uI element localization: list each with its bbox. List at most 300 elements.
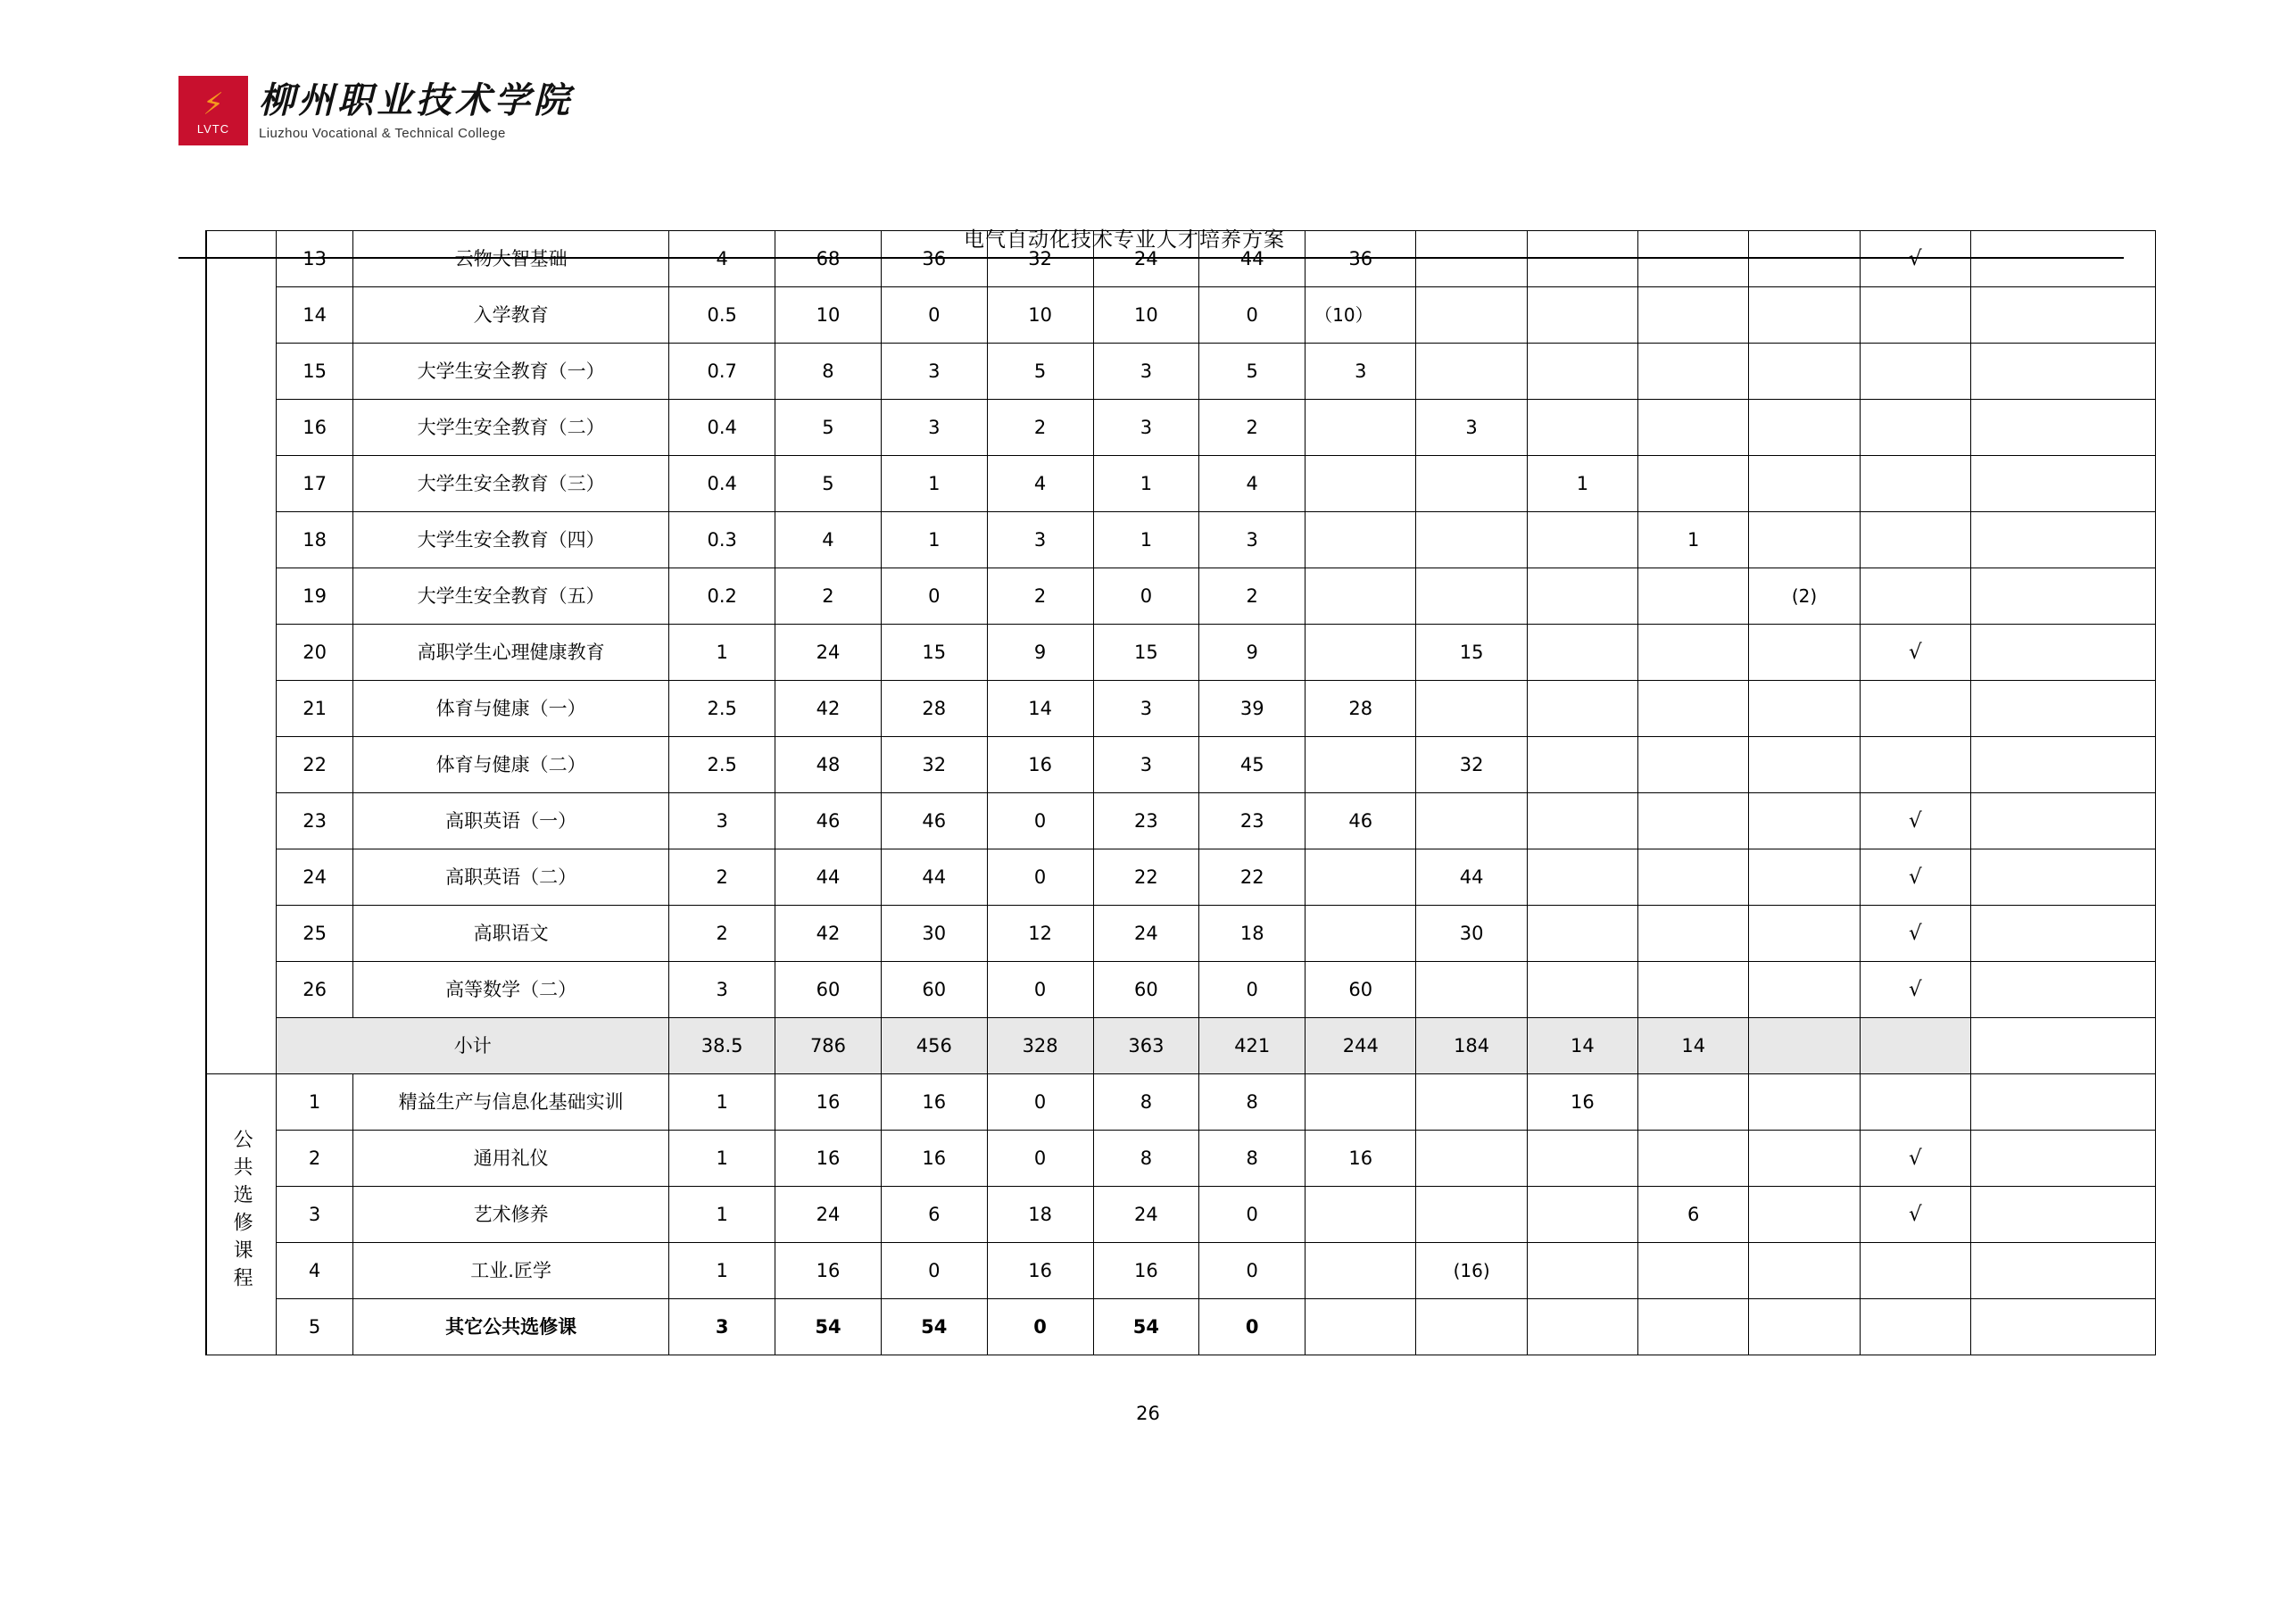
row-number: 25: [277, 906, 353, 962]
exam-mark: √: [1860, 1187, 1970, 1243]
term-5: [1749, 906, 1860, 962]
course-name: 艺术修养: [353, 1187, 669, 1243]
term-1: [1305, 400, 1416, 456]
table-row: [206, 512, 2156, 568]
course-name: 高等数学（二）: [353, 962, 669, 1018]
exam-mark: √: [1860, 231, 1970, 287]
hours-b: 0: [1199, 1243, 1305, 1299]
term-4: [1638, 625, 1749, 681]
logo-text-block: [259, 81, 573, 141]
remark: [1971, 1131, 2156, 1187]
course-schedule-table-wrap: [205, 230, 2156, 1355]
course-name: 通用礼仪: [353, 1131, 669, 1187]
term-4: [1638, 1074, 1749, 1131]
term-4: 1: [1638, 512, 1749, 568]
course-name: 高职学生心理健康教育: [353, 625, 669, 681]
term-4: [1638, 737, 1749, 793]
term-5: [1749, 512, 1860, 568]
course-name: 大学生安全教育（五）: [353, 568, 669, 625]
credits: 2: [669, 849, 775, 906]
table-row: [206, 287, 2156, 344]
subtotal-term-4: 14: [1638, 1018, 1749, 1074]
table-row: [206, 568, 2156, 625]
term-1: [1305, 625, 1416, 681]
total-hours: 48: [775, 737, 882, 793]
hours-b: 8: [1199, 1074, 1305, 1131]
theory-hours: 6: [881, 1187, 987, 1243]
credits: 0.2: [669, 568, 775, 625]
total-hours: 24: [775, 625, 882, 681]
subtotal-term-5: [1749, 1018, 1860, 1074]
term-1: 16: [1305, 1131, 1416, 1187]
hours-a: 10: [1093, 287, 1199, 344]
term-5: [1749, 400, 1860, 456]
term-2: 3: [1416, 400, 1527, 456]
term-1: 36: [1305, 231, 1416, 287]
hours-b: 44: [1199, 231, 1305, 287]
term-3: [1527, 1299, 1637, 1355]
hours-a: 1: [1093, 512, 1199, 568]
logo-abbr: LVTC: [196, 121, 230, 136]
term-5: [1749, 962, 1860, 1018]
row-number: 4: [277, 1243, 353, 1299]
practice-hours: 32: [987, 231, 1093, 287]
theory-hours: 15: [881, 625, 987, 681]
exam-mark: [1860, 456, 1970, 512]
credits: 3: [669, 793, 775, 849]
row-number: 1: [277, 1074, 353, 1131]
hours-b: 8: [1199, 1131, 1305, 1187]
hours-a: 3: [1093, 737, 1199, 793]
theory-hours: 0: [881, 568, 987, 625]
term-1: [1305, 849, 1416, 906]
exam-mark: √: [1860, 793, 1970, 849]
term-4: [1638, 962, 1749, 1018]
course-schedule-table: [205, 230, 2156, 1355]
remark: [1971, 737, 2156, 793]
term-3: [1527, 849, 1637, 906]
remark: [1971, 568, 2156, 625]
theory-hours: 1: [881, 456, 987, 512]
practice-hours: 0: [987, 1299, 1093, 1355]
table-row: [206, 962, 2156, 1018]
practice-hours: 18: [987, 1187, 1093, 1243]
hours-a: 23: [1093, 793, 1199, 849]
term-4: [1638, 906, 1749, 962]
remark: [1971, 231, 2156, 287]
total-hours: 24: [775, 1187, 882, 1243]
term-2: [1416, 1299, 1527, 1355]
lightning-bolt-icon: ⚡: [203, 86, 224, 122]
hours-b: 18: [1199, 906, 1305, 962]
term-3: [1527, 568, 1637, 625]
term-5: [1749, 625, 1860, 681]
term-2: 30: [1416, 906, 1527, 962]
term-2: [1416, 962, 1527, 1018]
term-5: [1749, 681, 1860, 737]
practice-hours: 3: [987, 512, 1093, 568]
remark: [1971, 906, 2156, 962]
term-2: 15: [1416, 625, 1527, 681]
table-body: [206, 231, 2156, 1355]
term-4: [1638, 681, 1749, 737]
table-row: [206, 681, 2156, 737]
theory-hours: 0: [881, 1243, 987, 1299]
subtotal-term-3: 14: [1527, 1018, 1637, 1074]
term-3: [1527, 1187, 1637, 1243]
hours-b: 9: [1199, 625, 1305, 681]
total-hours: 5: [775, 400, 882, 456]
theory-hours: 60: [881, 962, 987, 1018]
subtotal-total-hours: 786: [775, 1018, 882, 1074]
hours-a: 54: [1093, 1299, 1199, 1355]
row-number: 21: [277, 681, 353, 737]
total-hours: 60: [775, 962, 882, 1018]
term-4: 6: [1638, 1187, 1749, 1243]
remark: [1971, 1187, 2156, 1243]
term-2: (16): [1416, 1243, 1527, 1299]
hours-b: 3: [1199, 512, 1305, 568]
term-1: [1305, 737, 1416, 793]
row-number: 14: [277, 287, 353, 344]
row-number: 24: [277, 849, 353, 906]
total-hours: 8: [775, 344, 882, 400]
table-row: [206, 344, 2156, 400]
exam-mark: √: [1860, 625, 1970, 681]
term-4: [1638, 456, 1749, 512]
exam-mark: [1860, 737, 1970, 793]
credits: 0.4: [669, 456, 775, 512]
course-name: 云物大智基础: [353, 231, 669, 287]
term-2: [1416, 1187, 1527, 1243]
remark: [1971, 962, 2156, 1018]
hours-a: 24: [1093, 231, 1199, 287]
term-3: [1527, 681, 1637, 737]
term-5: [1749, 1187, 1860, 1243]
exam-mark: [1860, 1074, 1970, 1131]
row-number: 16: [277, 400, 353, 456]
credits: 1: [669, 1243, 775, 1299]
practice-hours: 9: [987, 625, 1093, 681]
term-5: [1749, 231, 1860, 287]
table-row: [206, 1074, 2156, 1131]
hours-a: 0: [1093, 568, 1199, 625]
term-4: [1638, 287, 1749, 344]
term-4: [1638, 1131, 1749, 1187]
practice-hours: 2: [987, 400, 1093, 456]
term-3: [1527, 344, 1637, 400]
practice-hours: 14: [987, 681, 1093, 737]
remark: [1971, 1074, 2156, 1131]
credits: 4: [669, 231, 775, 287]
course-name: 大学生安全教育（二）: [353, 400, 669, 456]
table-row: [206, 1299, 2156, 1355]
hours-b: 45: [1199, 737, 1305, 793]
term-5: [1749, 1131, 1860, 1187]
term-2: [1416, 344, 1527, 400]
remark: [1971, 1243, 2156, 1299]
total-hours: 44: [775, 849, 882, 906]
exam-mark: [1860, 1299, 1970, 1355]
course-name: 其它公共选修课: [353, 1299, 669, 1355]
logo-chinese-name: 柳州职业技术学院: [259, 79, 573, 121]
remark: [1971, 625, 2156, 681]
term-3: [1527, 400, 1637, 456]
row-number: 20: [277, 625, 353, 681]
term-1: [1305, 456, 1416, 512]
hours-a: 3: [1093, 344, 1199, 400]
category-cell-continued: [206, 231, 277, 1074]
term-3: [1527, 287, 1637, 344]
term-4: [1638, 793, 1749, 849]
term-1: 28: [1305, 681, 1416, 737]
credits: 0.5: [669, 287, 775, 344]
term-3: [1527, 1243, 1637, 1299]
subtotal-credits: 38.5: [669, 1018, 775, 1074]
course-name: 高职英语（一）: [353, 793, 669, 849]
term-2: [1416, 568, 1527, 625]
row-number: 13: [277, 231, 353, 287]
practice-hours: 2: [987, 568, 1093, 625]
table-row: [206, 849, 2156, 906]
term-1: [1305, 568, 1416, 625]
row-number: 2: [277, 1131, 353, 1187]
remark: [1971, 1299, 2156, 1355]
hours-a: 1: [1093, 456, 1199, 512]
term-3: [1527, 1131, 1637, 1187]
total-hours: 10: [775, 287, 882, 344]
theory-hours: 46: [881, 793, 987, 849]
subtotal-hours-b: 421: [1199, 1018, 1305, 1074]
exam-mark: √: [1860, 1131, 1970, 1187]
practice-hours: 10: [987, 287, 1093, 344]
total-hours: 46: [775, 793, 882, 849]
term-2: [1416, 681, 1527, 737]
total-hours: 16: [775, 1243, 882, 1299]
total-hours: 16: [775, 1074, 882, 1131]
term-5: [1749, 344, 1860, 400]
hours-a: 24: [1093, 1187, 1199, 1243]
term-5: (2): [1749, 568, 1860, 625]
course-name: 大学生安全教育（四）: [353, 512, 669, 568]
hours-a: 8: [1093, 1074, 1199, 1131]
category-label: 公共选修课程: [230, 1128, 253, 1295]
subtotal-hours-a: 363: [1093, 1018, 1199, 1074]
table-row: [206, 231, 2156, 287]
course-name: 入学教育: [353, 287, 669, 344]
row-number: 17: [277, 456, 353, 512]
total-hours: 68: [775, 231, 882, 287]
theory-hours: 3: [881, 400, 987, 456]
term-2: [1416, 456, 1527, 512]
practice-hours: 0: [987, 849, 1093, 906]
total-hours: 42: [775, 681, 882, 737]
remark: [1971, 400, 2156, 456]
subtotal-row: [206, 1018, 2156, 1074]
term-3: [1527, 231, 1637, 287]
term-4: [1638, 1299, 1749, 1355]
row-number: 5: [277, 1299, 353, 1355]
term-2: 44: [1416, 849, 1527, 906]
subtotal-term-1: 244: [1305, 1018, 1416, 1074]
practice-hours: 0: [987, 793, 1093, 849]
subtotal-theory-hours: 456: [881, 1018, 987, 1074]
term-5: [1749, 456, 1860, 512]
hours-b: 2: [1199, 400, 1305, 456]
logo-english-name: Liuzhou Vocational & Technical College: [259, 125, 506, 141]
row-number: 15: [277, 344, 353, 400]
credits: 1: [669, 625, 775, 681]
total-hours: 54: [775, 1299, 882, 1355]
total-hours: 2: [775, 568, 882, 625]
term-4: [1638, 1243, 1749, 1299]
theory-hours: 16: [881, 1074, 987, 1131]
remark: [1971, 456, 2156, 512]
course-name: 工业.匠学: [353, 1243, 669, 1299]
total-hours: 16: [775, 1131, 882, 1187]
practice-hours: 16: [987, 1243, 1093, 1299]
term-3: [1527, 962, 1637, 1018]
college-logo: [178, 76, 573, 145]
subtotal-practice-hours: 328: [987, 1018, 1093, 1074]
course-name: 大学生安全教育（三）: [353, 456, 669, 512]
total-hours: 4: [775, 512, 882, 568]
term-3: [1527, 793, 1637, 849]
credits: 0.4: [669, 400, 775, 456]
remark: [1971, 849, 2156, 906]
table-row: [206, 625, 2156, 681]
hours-b: 4: [1199, 456, 1305, 512]
term-5: [1749, 1243, 1860, 1299]
hours-a: 15: [1093, 625, 1199, 681]
exam-mark: [1860, 568, 1970, 625]
term-1: [1305, 1299, 1416, 1355]
term-3: 16: [1527, 1074, 1637, 1131]
hours-b: 5: [1199, 344, 1305, 400]
theory-hours: 32: [881, 737, 987, 793]
hours-b: 0: [1199, 962, 1305, 1018]
exam-mark: [1860, 512, 1970, 568]
term-4: [1638, 231, 1749, 287]
exam-mark: √: [1860, 962, 1970, 1018]
theory-hours: 1: [881, 512, 987, 568]
term-1: 60: [1305, 962, 1416, 1018]
term-2: 32: [1416, 737, 1527, 793]
page-number: 26: [1136, 1403, 1160, 1424]
hours-b: 0: [1199, 1299, 1305, 1355]
page-header: [0, 71, 2296, 252]
hours-a: 24: [1093, 906, 1199, 962]
term-1: [1305, 1243, 1416, 1299]
course-name: 高职英语（二）: [353, 849, 669, 906]
subtotal-label: 小计: [277, 1018, 669, 1074]
theory-hours: 0: [881, 287, 987, 344]
practice-hours: 12: [987, 906, 1093, 962]
table-row: [206, 1187, 2156, 1243]
row-number: 3: [277, 1187, 353, 1243]
hours-a: 8: [1093, 1131, 1199, 1187]
theory-hours: 3: [881, 344, 987, 400]
remark: [1971, 287, 2156, 344]
term-1: （10）: [1305, 287, 1416, 344]
table-row: [206, 737, 2156, 793]
subtotal-term-2: 184: [1416, 1018, 1527, 1074]
theory-hours: 16: [881, 1131, 987, 1187]
credits: 0.3: [669, 512, 775, 568]
term-2: [1416, 793, 1527, 849]
term-2: [1416, 287, 1527, 344]
term-3: [1527, 737, 1637, 793]
total-hours: 5: [775, 456, 882, 512]
row-number: 19: [277, 568, 353, 625]
row-number: 22: [277, 737, 353, 793]
term-2: [1416, 512, 1527, 568]
remark: [1971, 681, 2156, 737]
row-number: 26: [277, 962, 353, 1018]
row-number: 23: [277, 793, 353, 849]
practice-hours: 0: [987, 1131, 1093, 1187]
table-row: [206, 456, 2156, 512]
course-name: 体育与健康（一）: [353, 681, 669, 737]
term-3: 1: [1527, 456, 1637, 512]
table-row: [206, 906, 2156, 962]
credits: 2.5: [669, 737, 775, 793]
credits: 0.7: [669, 344, 775, 400]
total-hours: 42: [775, 906, 882, 962]
theory-hours: 30: [881, 906, 987, 962]
hours-b: 0: [1199, 1187, 1305, 1243]
exam-mark: √: [1860, 906, 1970, 962]
hours-a: 22: [1093, 849, 1199, 906]
hours-b: 23: [1199, 793, 1305, 849]
document-title: 电气自动化技术专业人才培养方案: [964, 228, 1285, 252]
term-1: 3: [1305, 344, 1416, 400]
credits: 3: [669, 962, 775, 1018]
table-row: [206, 1131, 2156, 1187]
term-4: [1638, 568, 1749, 625]
term-1: [1305, 1074, 1416, 1131]
term-4: [1638, 400, 1749, 456]
term-3: [1527, 906, 1637, 962]
hours-a: 3: [1093, 400, 1199, 456]
course-name: 大学生安全教育（一）: [353, 344, 669, 400]
hours-b: 2: [1199, 568, 1305, 625]
theory-hours: 36: [881, 231, 987, 287]
logo-emblem-icon: [178, 76, 248, 145]
term-1: [1305, 1187, 1416, 1243]
remark: [1971, 344, 2156, 400]
exam-mark: [1860, 400, 1970, 456]
hours-b: 22: [1199, 849, 1305, 906]
category-public-elective: [206, 1074, 277, 1355]
term-5: [1749, 1074, 1860, 1131]
term-5: [1749, 1299, 1860, 1355]
practice-hours: 16: [987, 737, 1093, 793]
term-5: [1749, 737, 1860, 793]
term-5: [1749, 849, 1860, 906]
term-4: [1638, 344, 1749, 400]
term-5: [1749, 793, 1860, 849]
practice-hours: 5: [987, 344, 1093, 400]
credits: 1: [669, 1074, 775, 1131]
term-1: [1305, 906, 1416, 962]
credits: 2.5: [669, 681, 775, 737]
term-1: [1305, 512, 1416, 568]
hours-a: 60: [1093, 962, 1199, 1018]
exam-mark: [1860, 1243, 1970, 1299]
course-name: 精益生产与信息化基础实训: [353, 1074, 669, 1131]
subtotal-exam-mark: [1860, 1018, 1970, 1074]
